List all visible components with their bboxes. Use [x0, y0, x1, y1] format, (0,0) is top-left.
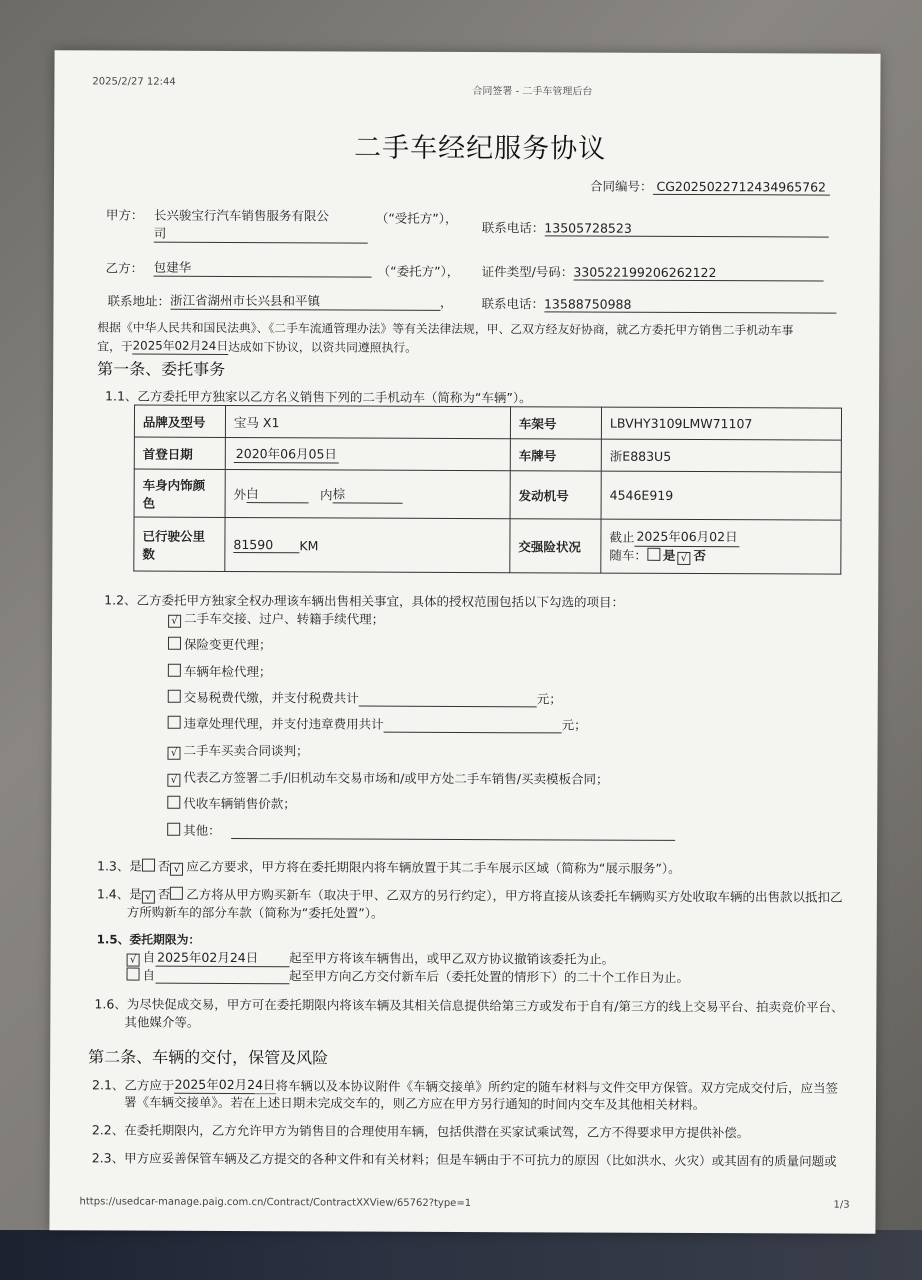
party-b-id: 证件类型/号码：330522199206262122 — [482, 262, 824, 281]
color-value: 外白 内棕 — [225, 469, 510, 518]
clause-1-4-line2: 方所购新车的部分车款（简称为“委托处置”）。 — [126, 904, 384, 921]
auth-item-6: √ 二手车买卖合同谈判； — [167, 741, 308, 761]
auth-item-3: 车辆年检代理； — [168, 662, 272, 680]
footer-url: https://usedcar-manage.paig.com.cn/Contract/ContractXXView/65762?type=1 — [79, 1196, 472, 1210]
auth-checkbox-3[interactable] — [168, 664, 181, 677]
print-datetime: 2025/2/27 12:44 — [92, 76, 176, 88]
clause-2-1-line1: 2.1、乙方应于2025年02月24日将车辆以及本协议附件《车辆交接单》所约定的随车材料与文件交甲方保管。双方完成交付后，应当签 — [92, 1076, 839, 1096]
reg-date-label: 首登日期 — [134, 437, 225, 469]
clause-1-3-yes-checkbox[interactable] — [142, 859, 155, 872]
print-site-title: 合同签署 - 二手车管理后台 — [472, 86, 593, 98]
mileage-value: 81590 KM — [225, 517, 510, 572]
party-b-name: 包建华 — [154, 258, 372, 278]
term-option-1-checkbox[interactable]: √ — [127, 954, 140, 967]
party-b-label: 乙方： — [105, 260, 144, 276]
insurance-label: 交强险状况 — [510, 519, 601, 573]
vehicle-table — [133, 405, 842, 575]
auth-checkbox-8[interactable] — [167, 796, 180, 809]
section-2-title: 第二条、车辆的交付，保管及风险 — [88, 1047, 329, 1068]
reg-date-value: 2020年06月05日 — [225, 437, 510, 470]
auth-item-8: 代收车辆销售价款； — [167, 794, 296, 813]
vin-label: 车架号 — [510, 407, 601, 439]
clause-1-2: 1.2、乙方委托甲方独家全权办理该车辆出售相关事宜，具体的授权范围包括以下勾选的项目： — [104, 592, 625, 610]
auth-checkbox-5[interactable] — [168, 716, 181, 729]
clause-1-6-line1: 1.6、为尽快促成交易，甲方可在委托期限内将该车辆及其相关信息提供给第三方或发布于自有/第三方的线上交易平台、拍卖竞价平台、 — [94, 996, 844, 1015]
auth-item-2: 保险变更代理； — [168, 635, 272, 653]
party-a-role: （“受托方”）， — [375, 210, 458, 226]
clause-1-6-line2: 其他媒介等。 — [124, 1014, 200, 1030]
plate-value: 浙E883U5 — [601, 439, 841, 472]
brand-label: 品牌及型号 — [134, 405, 225, 437]
address: 联系地址：浙江省湖州市长兴县和平镇 ， — [107, 292, 453, 310]
engine-value: 4546E919 — [601, 471, 841, 520]
auth-item-1: √ 二手车交接、过户、转籍手续代理； — [168, 609, 384, 629]
clause-1-4: 1.4、是 √ 否 乙方将从甲方购买新车（取决于甲、乙双方的另行约定），甲方将直接从该委托车辆购买方处收取车辆的出售款以抵扣乙 — [96, 886, 843, 905]
with-car-yes-checkbox[interactable] — [647, 548, 660, 561]
auth-checkbox-4[interactable] — [168, 690, 181, 703]
auth-item-9: 其他： — [167, 821, 675, 841]
party-a-phone: 联系电话：13505728523 — [482, 218, 829, 238]
clause-1-1: 1.1、乙方委托甲方独家以乙方名义销售下列的二手机动车（简称为“车辆”）。 — [105, 388, 532, 406]
clause-2-2: 2.2、在委托期限内，乙方允许甲方为销售目的合理使用车辆，包括供潜在买家试乘试驾，乙方不得要求甲方提供补偿。 — [91, 1122, 750, 1141]
clause-1-3: 1.3、是 否 √ 应乙方要求，甲方将在委托期限内将车辆放置于其二手车展示区域（简称为“展示服务”）。 — [96, 858, 681, 876]
auth-checkbox-7[interactable]: √ — [167, 774, 180, 787]
engine-label: 发动机号 — [510, 471, 601, 519]
party-b-phone: 联系电话：13588750988 — [481, 294, 836, 314]
clause-1-4-yes-checkbox[interactable]: √ — [142, 891, 155, 904]
term-option-2: 自 起至甲方向乙方交付新车后（委托处置的情形下）的二十个工作日为止。 — [127, 966, 690, 986]
preamble-line1: 根据《中华人民共和国民法典》、《二手车流通管理办法》等有关法律法规，甲、乙双方经友好协商，就乙方委托甲方销售二手机动车事 — [97, 320, 794, 338]
party-b-role: （“委托方”）， — [377, 263, 460, 279]
preamble-line2: 宜，于2025年02月24日达成如下协议，以资共同遵照执行。 — [97, 338, 417, 355]
auth-checkbox-2[interactable] — [168, 637, 181, 650]
clause-1-3-no-checkbox[interactable]: √ — [170, 863, 183, 876]
mileage-label: 已行驶公里数 — [134, 517, 225, 571]
section-1-title: 第一条、委托事务 — [97, 359, 226, 379]
party-a-name: 长兴骏宝行汽车销售服务有限公 司 — [154, 206, 368, 244]
term-option-1: √ 自 2025年02月24日 起至甲方将该车辆售出，或甲乙双方协议撤销该委托为止。 — [127, 948, 615, 969]
page-number: 1/3 — [833, 1199, 850, 1211]
background-strip — [0, 1230, 922, 1280]
contract-page — [49, 50, 880, 1234]
vin-value: LBVHY3109LMW71107 — [601, 407, 841, 440]
term-option-2-checkbox[interactable] — [127, 968, 140, 981]
document-title: 二手车经纪服务协议 — [354, 132, 607, 165]
auth-item-4: 交易税费代缴，并支付税费共计 元； — [168, 688, 562, 708]
auth-item-5: 违章处理代理，并支付违章费用共计 元； — [168, 714, 587, 734]
clause-1-4-no-checkbox[interactable] — [170, 887, 183, 900]
with-car-no-checkbox[interactable]: √ — [677, 552, 690, 565]
clause-2-3: 2.3、甲方应妥善保管车辆及乙方提交的各种文件和有关材料；但是车辆由于不可抗力的原因（比如洪水、火灾）或其固有的质量问题或 — [91, 1150, 837, 1169]
color-label: 车身内饰颜色 — [134, 469, 225, 517]
auth-item-7: √ 代表乙方签署二手/旧机动车交易市场和/或甲方处二手车销售/买卖模板合同； — [167, 768, 608, 789]
auth-checkbox-6[interactable]: √ — [167, 747, 180, 760]
brand-value: 宝马 X1 — [225, 405, 510, 438]
auth-checkbox-1[interactable]: √ — [168, 615, 181, 628]
plate-label: 车牌号 — [510, 439, 601, 471]
auth-checkbox-9[interactable] — [167, 823, 180, 836]
insurance-value: 截止 2025年06月02日 随车： 是 √ 否 — [601, 519, 841, 574]
clause-1-5-title: 1.5、委托期限为： — [96, 932, 201, 947]
contract-number: 合同编号： CG2025022712434965762 — [590, 177, 830, 196]
clause-2-1-line2: 署《车辆交接单》。若在上述日期未完成交车的，则乙方应在甲方另行通知的时间内交车及其他相关材料。 — [123, 1094, 706, 1113]
party-a-label: 甲方： — [105, 207, 144, 223]
